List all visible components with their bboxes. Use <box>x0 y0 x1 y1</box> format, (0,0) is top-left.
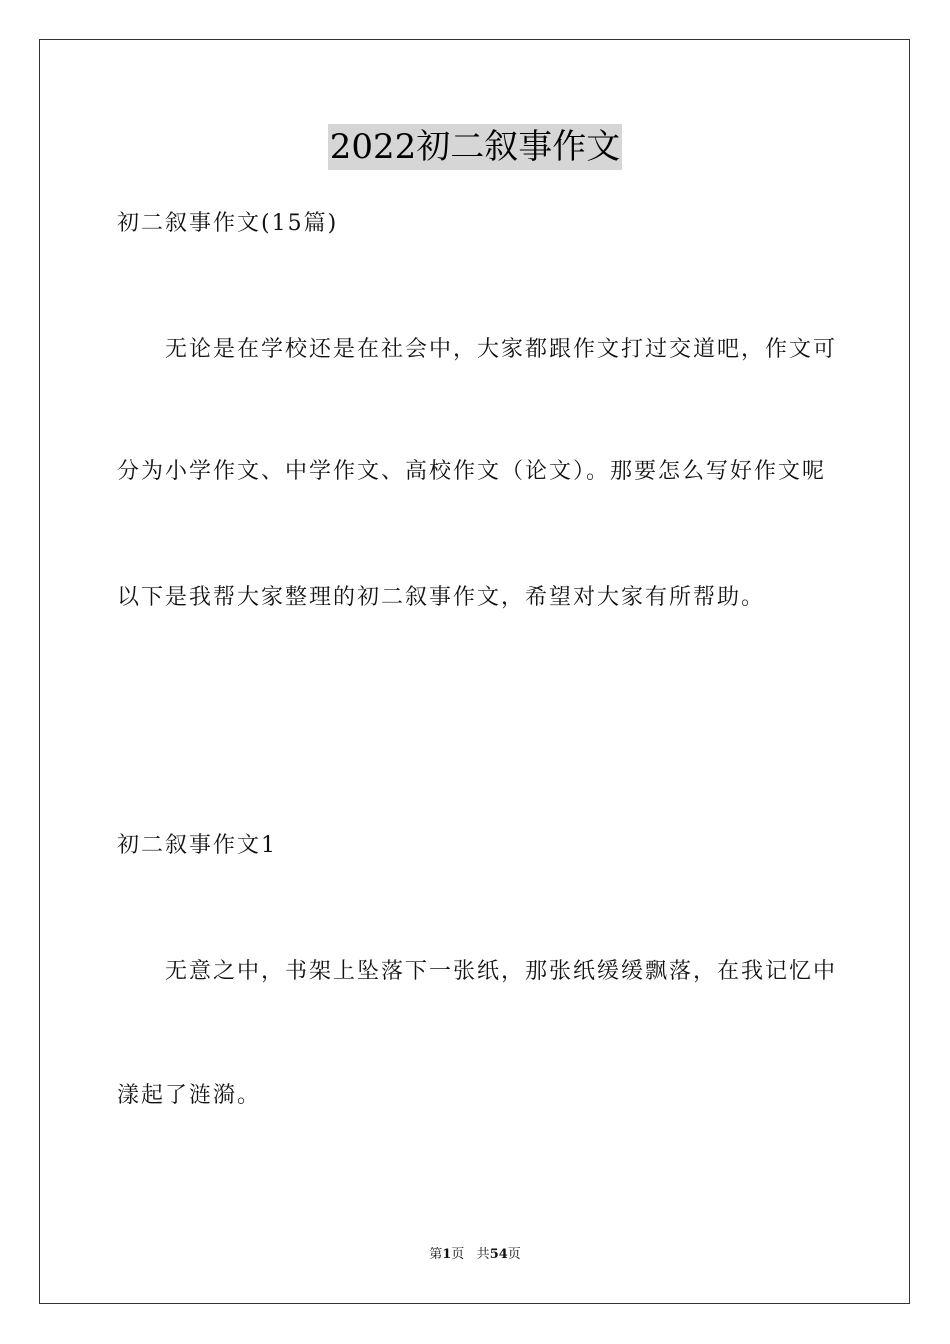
footer-page-suffix: 页 <box>451 1247 465 1262</box>
document-subtitle: 初二叙事作文(15篇) <box>117 211 339 236</box>
footer-total-suffix: 页 <box>507 1247 521 1262</box>
footer-total-pages: 54 <box>489 1247 508 1262</box>
intro-paragraph-line-3: 以下是我帮大家整理的初二叙事作文，希望对大家有所帮助。 <box>117 585 766 610</box>
section-paragraph-line-2: 漾起了涟漪。 <box>117 1083 262 1108</box>
footer-total-prefix: 共 <box>476 1247 490 1262</box>
title-container <box>0 124 950 170</box>
footer-page-prefix: 第 <box>429 1247 443 1262</box>
footer-page-number: 1 <box>442 1247 452 1262</box>
page-footer <box>0 1246 950 1264</box>
intro-paragraph-line-2: 分为小学作文、中学作文、高校作文（论文）。那要怎么写好作文呢 <box>117 459 827 484</box>
section-paragraph-line-1: 无意之中，书架上坠落下一张纸，那张纸缓缓飘落，在我记忆中 <box>165 959 838 984</box>
document-title: 2022初二叙事作文 <box>328 124 623 170</box>
section-heading: 初二叙事作文1 <box>117 833 277 858</box>
intro-paragraph-line-1: 无论是在学校还是在社会中，大家都跟作文打过交道吧，作文可 <box>165 337 838 362</box>
